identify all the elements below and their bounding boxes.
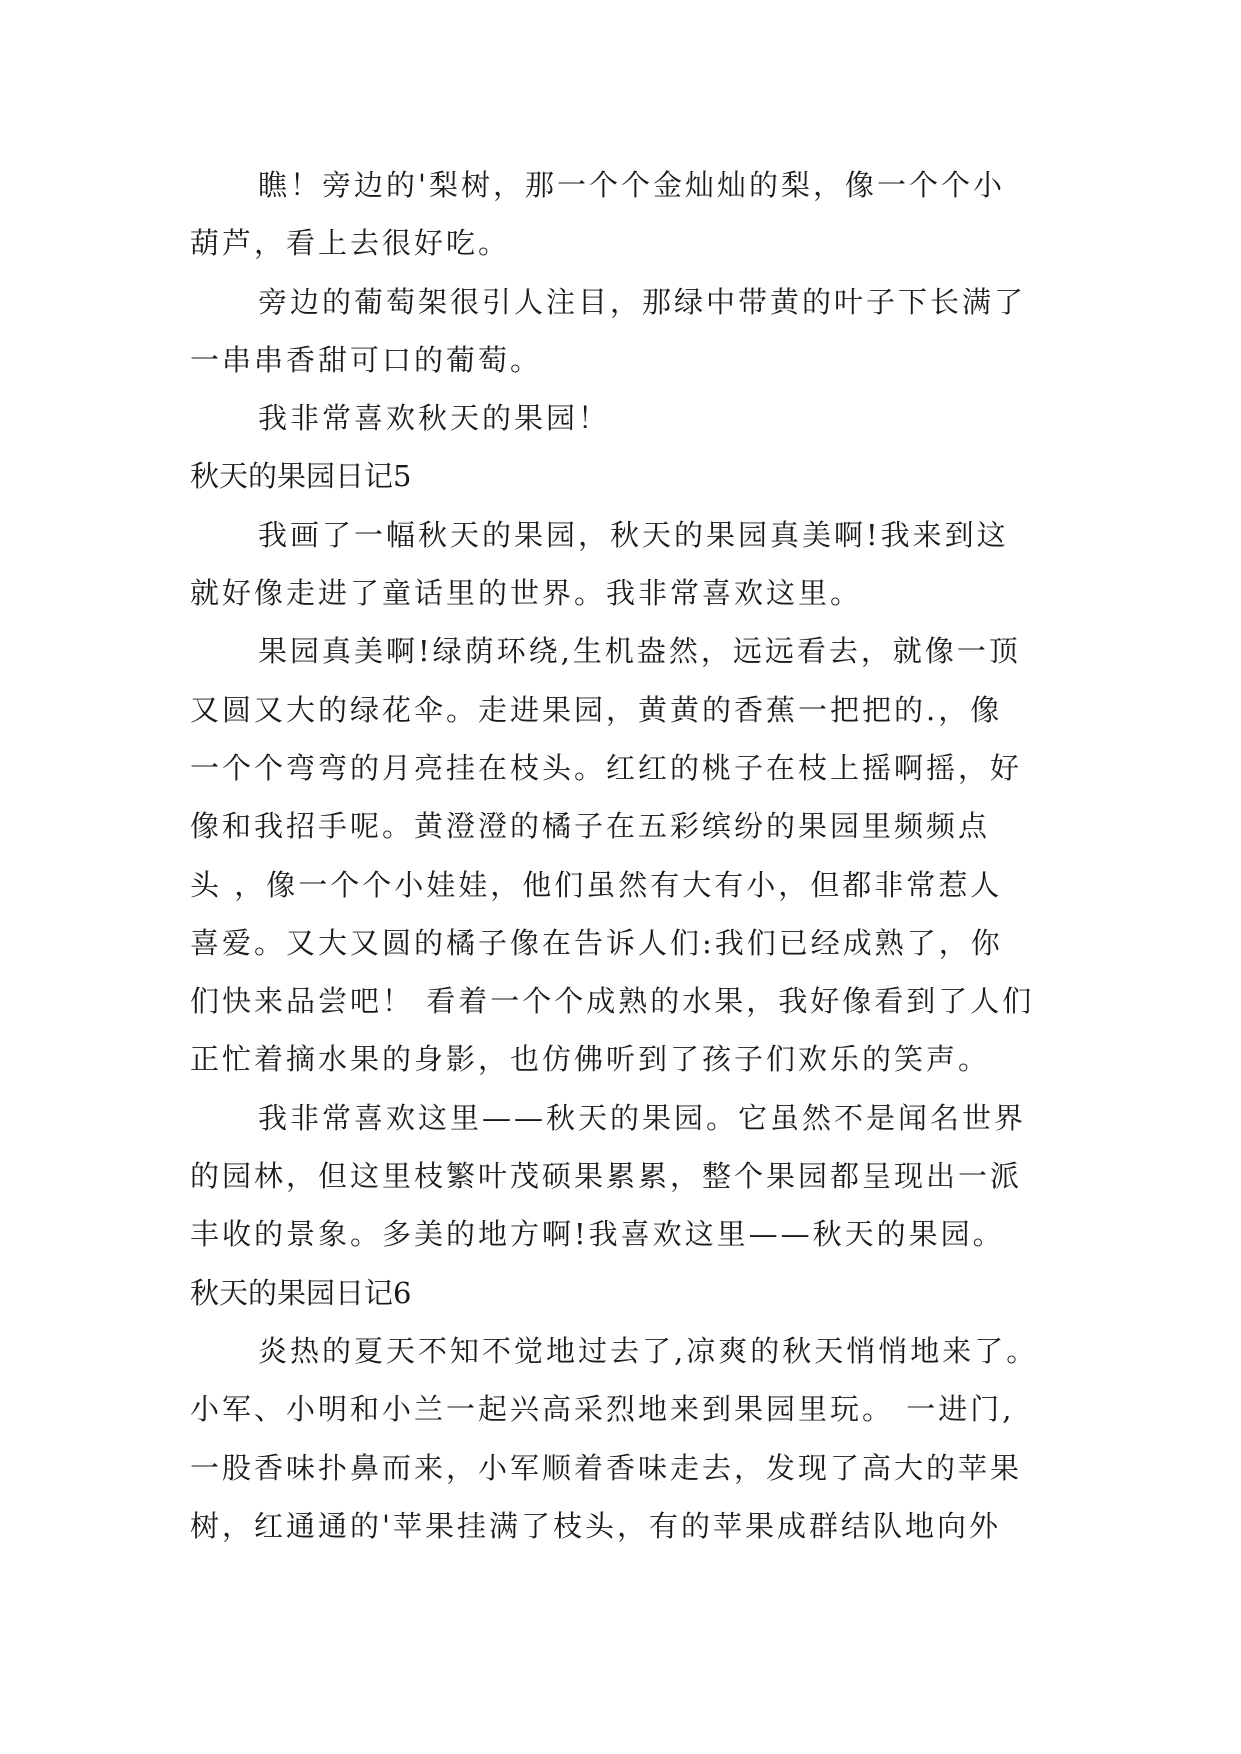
document-body [190, 156, 1060, 1555]
text-line: 像和我招手呢。黄澄澄的橘子在五彩缤纷的果园里频频点 [190, 809, 991, 844]
text-line: 喜爱。又大又圆的橘子像在告诉人们:我们已经成熟了，你 [190, 925, 1003, 960]
text-line: 头 ，像一个个小娃娃，他们虽然有大有小，但都非常惹人 [190, 867, 1003, 902]
text-line: 丰收的景象。多美的地方啊!我喜欢这里——秋天的果园。 [190, 1217, 1005, 1252]
text-line: 炎热的夏天不知不觉地过去了,凉爽的秋天悄悄地来了。 [258, 1333, 1039, 1368]
text-line: 我画了一幅秋天的果园，秋天的果园真美啊!我来到这 [258, 517, 1009, 552]
text-line: 我非常喜欢秋天的果园！ [258, 401, 611, 436]
text-line: 一股香味扑鼻而来，小军顺着香味走去，发现了高大的苹果 [190, 1450, 1023, 1485]
text-line: 我非常喜欢这里——秋天的果园。它虽然不是闻名世界 [258, 1100, 1027, 1135]
text-line: 的园林，但这里枝繁叶茂硕果累累，整个果园都呈现出一派 [190, 1159, 1023, 1194]
section-heading: 秋天的果园日记6 [190, 1275, 412, 1310]
text-line: 瞧！旁边的'梨树，那一个个金灿灿的梨，像一个个小 [258, 168, 1005, 202]
section-heading: 秋天的果园日记5 [190, 459, 412, 494]
text-line: 旁边的葡萄架很引人注目，那绿中带黄的叶子下长满了 [258, 284, 1027, 319]
text-line: 小军、小明和小兰一起兴高采烈地来到果园里玩。 一进门, [190, 1392, 1015, 1427]
text-line: 又圆又大的绿花伞。走进果园，黄黄的香蕉一把把的.，像 [190, 692, 1003, 727]
text-line: 一个个弯弯的月亮挂在枝头。红红的桃子在枝上摇啊摇，好 [190, 750, 1023, 785]
text-line: 一串串香甜可口的葡萄。 [190, 342, 543, 377]
text-line: 葫芦，看上去很好吃。 [190, 226, 511, 261]
text-line: 就好像走进了童话里的世界。我非常喜欢这里。 [190, 576, 863, 611]
text-line: 果园真美啊!绿荫环绕,生机盎然，远远看去，就像一顶 [258, 634, 1021, 669]
text-line: 树，红通通的'苹果挂满了枝头，有的苹果成群结队地向外 [190, 1508, 1001, 1543]
text-line: 正忙着摘水果的身影，也仿佛听到了孩子们欢乐的笑声。 [190, 1042, 991, 1077]
text-line: 们快来品尝吧！ 看着一个个成熟的水果，我好像看到了人们 [190, 984, 1035, 1019]
